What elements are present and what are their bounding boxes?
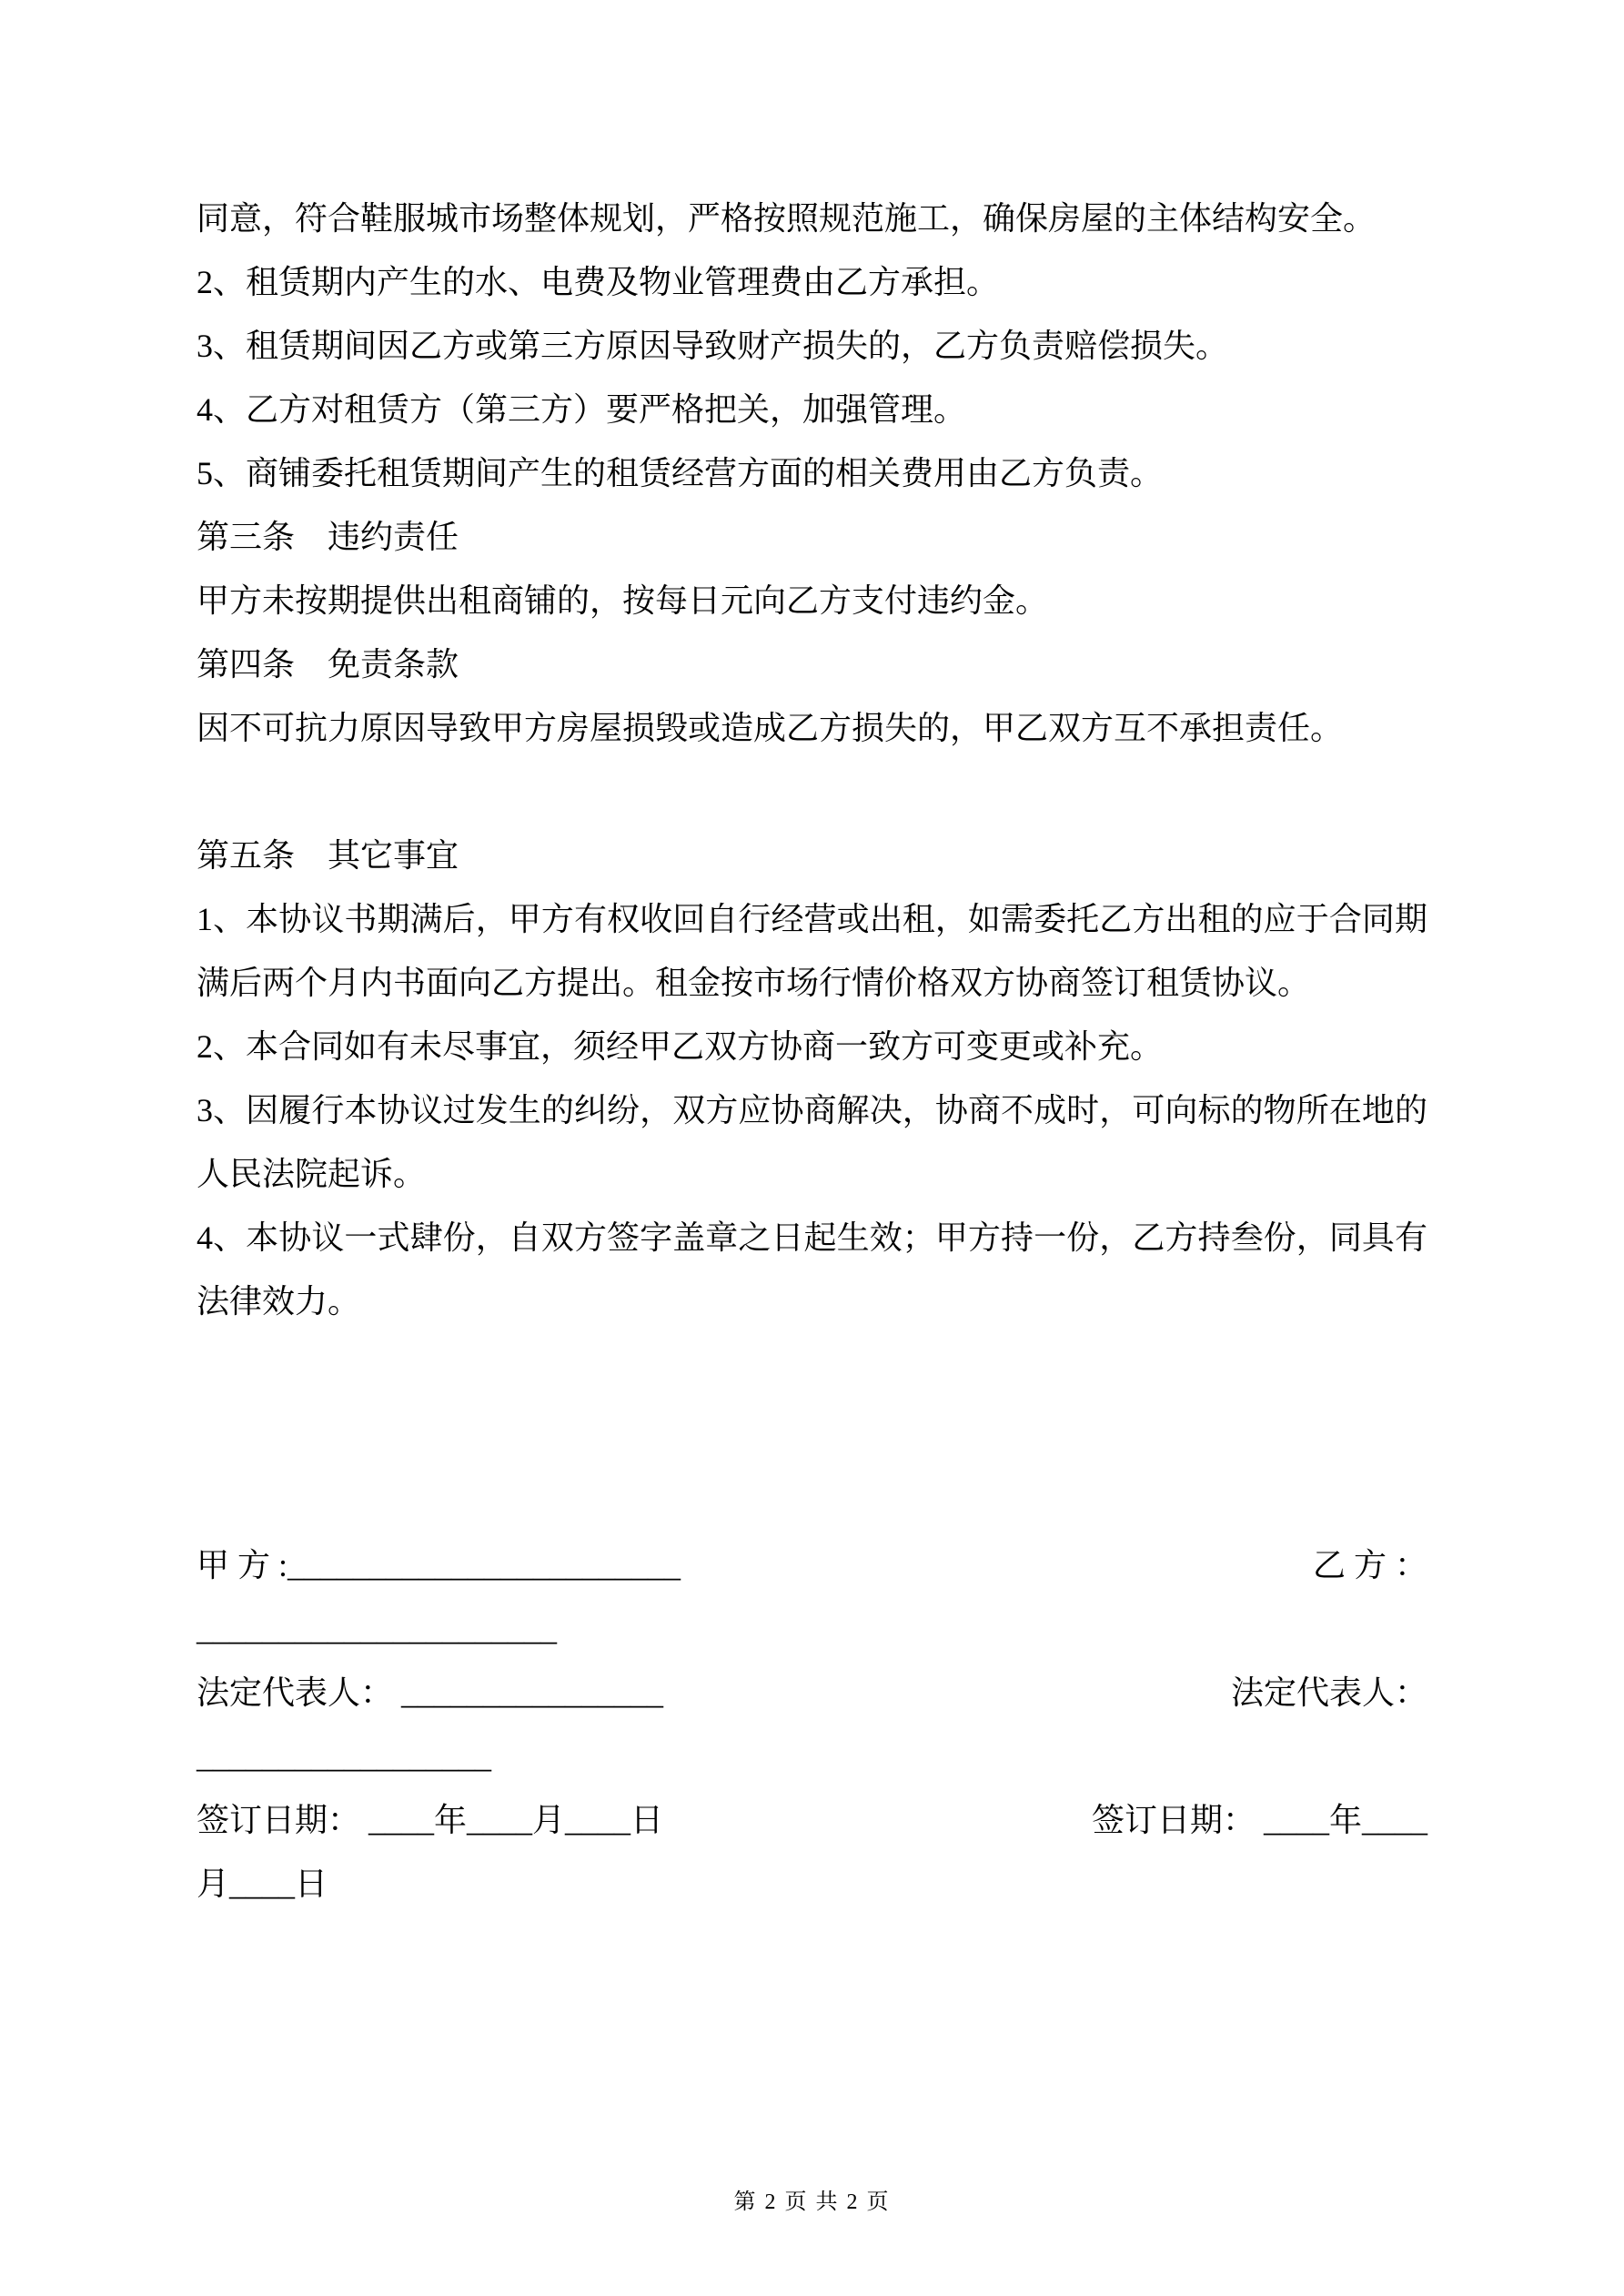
party-a-label: 甲 方 :________________________	[197, 1547, 681, 1583]
signature-row-legal-rep-a-line	[197, 1725, 1427, 1788]
signature-row-dates	[197, 1788, 1427, 1852]
paragraph-other-1: 1、本协议书期满后，甲方有权收回自行经营或出租，如需委托乙方出租的应于合同期满后两个月内书面向乙方提出。租金按市场行情价格双方协商签订租赁协议。	[197, 901, 1427, 1001]
section-heading-article-4: 第四条 免责条款	[197, 646, 459, 683]
paragraph-penalty: 甲方未按期提供出租商铺的，按每日元向乙方支付违约金。	[197, 582, 1049, 619]
legal-rep-a-label: 法定代表人： ________________	[197, 1674, 664, 1711]
section-heading-article-3: 第三条 违约责任	[197, 519, 459, 555]
signature-row-legal-reps	[197, 1661, 1427, 1725]
blank-line	[197, 760, 1427, 824]
paragraph-other-2: 2、本合同如有未尽事宜，须经甲乙双方协商一致方可变更或补充。	[197, 1028, 1164, 1065]
party-b-label: 乙 方 ：	[1312, 1547, 1427, 1583]
sign-date-a-label: 签订日期： ____年____月____日	[197, 1802, 664, 1838]
paragraph-other-4: 4、本协议一式肆份，自双方签字盖章之日起生效；甲方持一份，乙方持叁份，同具有法律效力。	[197, 1219, 1427, 1320]
legal-rep-b-label: 法定代表人：	[1230, 1674, 1427, 1711]
section-heading-article-5: 第五条 其它事宜	[197, 837, 459, 874]
paragraph-other-3: 3、因履行本协议过发生的纠纷，双方应协商解决，协商不成时，可向标的物所在地的人民法院起诉。	[197, 1092, 1427, 1192]
paragraph-continuation: 同意，符合鞋服城市场整体规划，严格按照规范施工，确保房屋的主体结构安全。	[197, 200, 1377, 237]
sign-date-b-wrap-label: 月____日	[197, 1866, 328, 1902]
paragraph-clause-3: 3、租赁期间因乙方或第三方原因导致财产损失的，乙方负责赔偿损失。	[197, 328, 1229, 364]
party-a-signature-line: ______________________	[197, 1611, 557, 1647]
signature-row-date-b-wrap	[197, 1852, 1427, 1916]
paragraph-force-majeure: 因不可抗力原因导致甲方房屋损毁或造成乙方损失的，甲乙双方互不承担责任。	[197, 710, 1344, 746]
sign-date-b-label: 签订日期： ____年____	[1091, 1802, 1427, 1838]
page-number: 第 2 页 共 2 页	[733, 2190, 891, 2214]
paragraph-clause-5: 5、商铺委托租赁期间产生的租赁经营方面的相关费用由乙方负责。	[197, 455, 1164, 491]
signature-row-parties	[197, 1533, 1427, 1597]
signature-block	[197, 1533, 1427, 1916]
legal-rep-a-signature-line: __________________	[197, 1738, 491, 1775]
paragraph-clause-4: 4、乙方对租赁方（第三方）要严格把关，加强管理。	[197, 391, 967, 428]
paragraph-clause-2: 2、租赁期内产生的水、电费及物业管理费由乙方承担。	[197, 264, 1000, 300]
signature-row-party-a-line	[197, 1597, 1427, 1661]
